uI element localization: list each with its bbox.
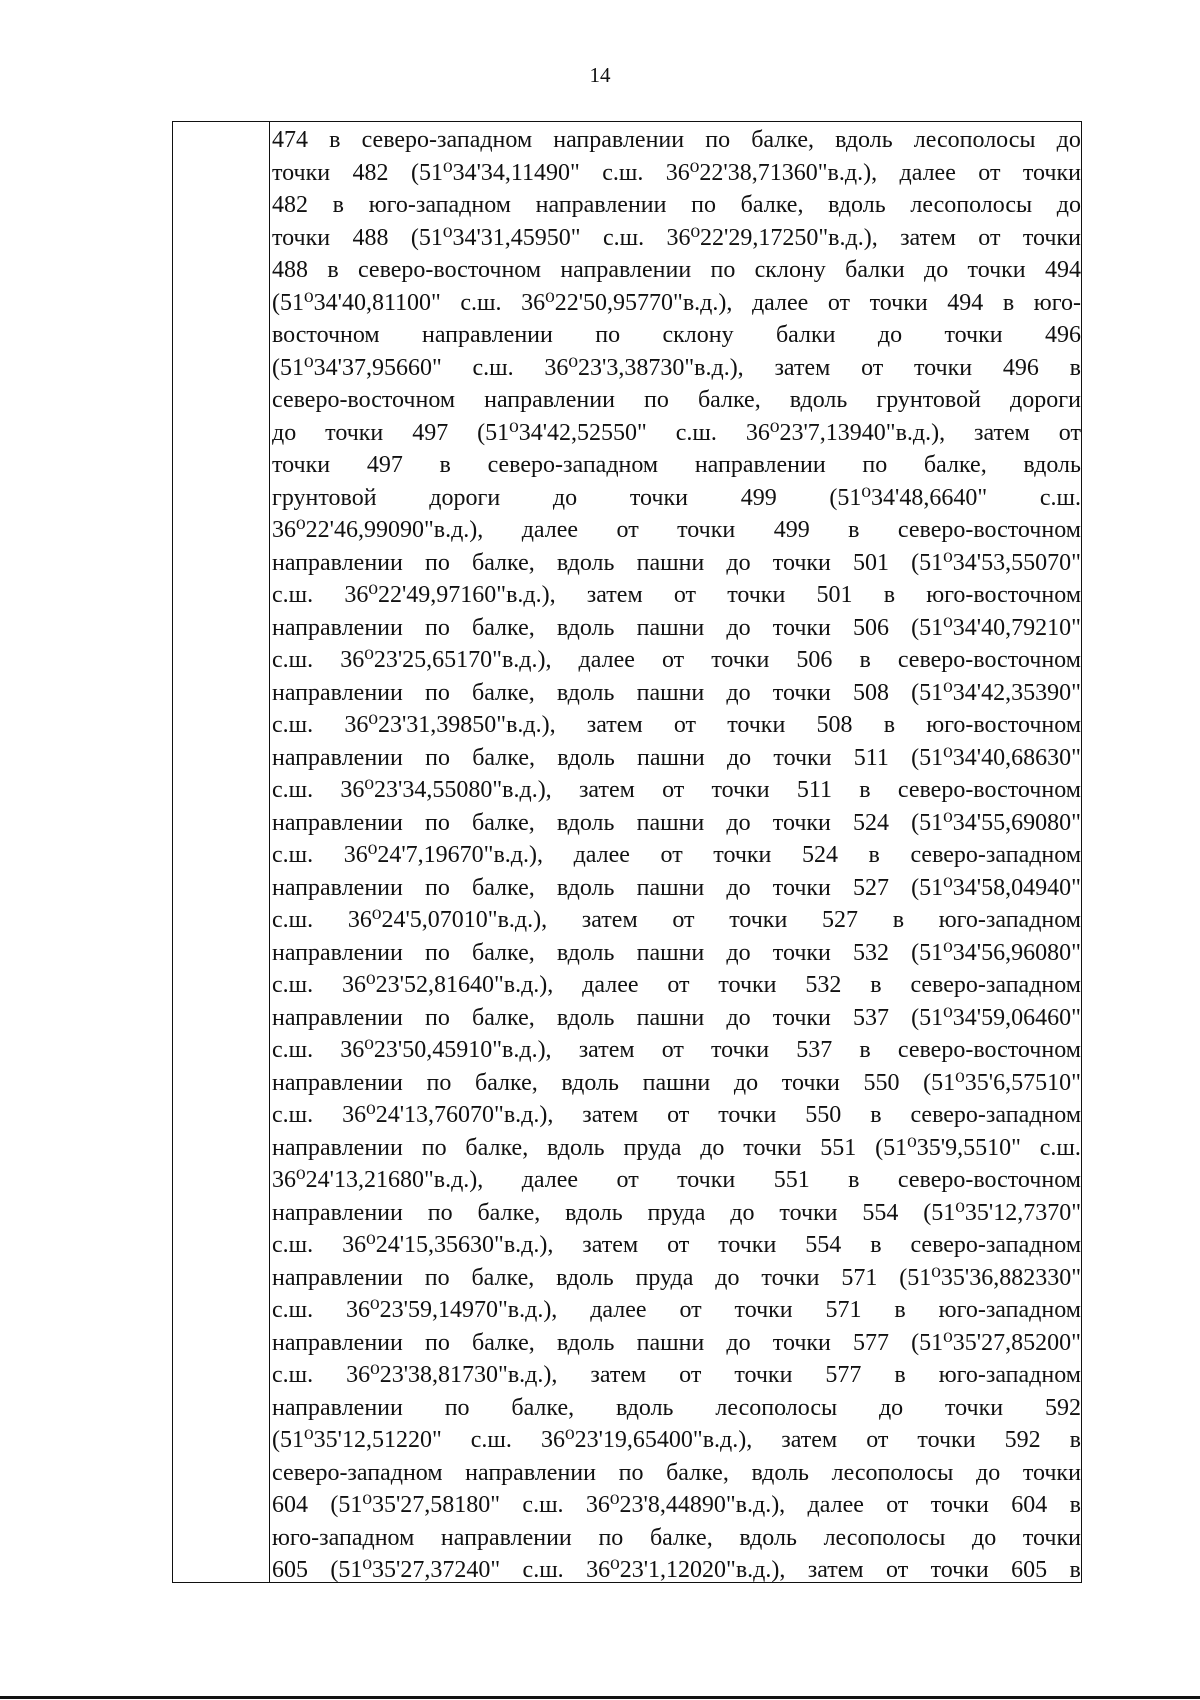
text-line: северо-западном направлении по балке, вдоль лесополосы до точки [272, 1459, 1081, 1486]
text-line: с.ш. 36⁰23'52,81640"в.д.), далее от точки 532 в северо-западном [272, 972, 1081, 998]
text-line: 605 (51⁰35'27,37240" с.ш. 36⁰23'1,12020"в.д.), затем от точки 605 в [272, 1557, 1081, 1583]
text-line: направлении по балке, вдоль пашни до точки 508 (51⁰34'42,35390" [272, 679, 1081, 706]
text-line: юго-западном направлении по балке, вдоль лесополосы до точки [272, 1524, 1081, 1551]
text-line: точки 488 (51⁰34'31,45950" с.ш. 36⁰22'29,17250"в.д.), затем от точки [272, 224, 1081, 251]
page-bottom-rule [0, 1696, 1200, 1699]
table-empty-cell [173, 122, 270, 1582]
text-line: направлении по балке, вдоль пашни до точки 527 (51⁰34'58,04940" [272, 874, 1081, 901]
text-line: точки 497 в северо-западном направлении по балке, вдоль [272, 452, 1081, 478]
text-line: направлении по балке, вдоль пашни до точки 537 (51⁰34'59,06460" [272, 1004, 1081, 1031]
text-line: (51⁰35'12,51220" с.ш. 36⁰23'19,65400"в.д.), затем от точки 592 в [272, 1427, 1081, 1453]
text-line: направлении по балке, вдоль пашни до точки 511 (51⁰34'40,68630" [272, 744, 1081, 771]
text-line: направлении по балке, вдоль пашни до точки 550 (51⁰35'6,57510" [272, 1069, 1081, 1096]
text-line: направлении по балке, вдоль пашни до точки 524 (51⁰34'55,69080" [272, 809, 1081, 836]
text-line: точки 482 (51⁰34'34,11490" с.ш. 36⁰22'38,71360"в.д.), далее от точки [272, 159, 1081, 186]
text-line: 488 в северо-восточном направлении по склону балки до точки 494 [272, 257, 1081, 283]
text-line: (51⁰34'40,81100" с.ш. 36⁰22'50,95770"в.д.), далее от точки 494 в юго- [272, 289, 1081, 316]
text-line: с.ш. 36⁰24'15,35630"в.д.), затем от точки 554 в северо-западном [272, 1232, 1081, 1258]
text-line: направлении по балке, вдоль пашни до точки 532 (51⁰34'56,96080" [272, 939, 1081, 966]
text-line: с.ш. 36⁰23'31,39850"в.д.), затем от точки 508 в юго-восточном [272, 712, 1081, 738]
text-line: с.ш. 36⁰24'7,19670"в.д.), далее от точки 524 в северо-западном [272, 842, 1081, 868]
text-line: направлении по балке, вдоль пруда до точки 551 (51⁰35'9,5510" с.ш. [272, 1134, 1081, 1161]
text-line: 36⁰24'13,21680"в.д.), далее от точки 551 в северо-восточном [272, 1167, 1081, 1193]
page-number: 14 [589, 63, 611, 87]
text-line: грунтовой дороги до точки 499 (51⁰34'48,6640" с.ш. [272, 484, 1081, 511]
document-table [172, 121, 1082, 1583]
text-line: направлении по балке, вдоль пруда до точки 571 (51⁰35'36,882330" [272, 1264, 1081, 1291]
text-line: с.ш. 36⁰22'49,97160"в.д.), затем от точки 501 в юго-восточном [272, 582, 1081, 608]
text-line: с.ш. 36⁰23'34,55080"в.д.), затем от точки 511 в северо-восточном [272, 777, 1081, 803]
text-line: направлении по балке, вдоль пашни до точки 506 (51⁰34'40,79210" [272, 614, 1081, 641]
text-line: с.ш. 36⁰23'59,14970"в.д.), далее от точки 571 в юго-западном [272, 1297, 1081, 1323]
text-line: направлении по балке, вдоль пруда до точки 554 (51⁰35'12,7370" [272, 1199, 1081, 1226]
text-line: (51⁰34'37,95660" с.ш. 36⁰23'3,38730"в.д.), затем от точки 496 в [272, 354, 1081, 381]
text-line: 604 (51⁰35'27,58180" с.ш. 36⁰23'8,44890"в.д.), далее от точки 604 в [272, 1492, 1081, 1518]
text-line: 474 в северо-западном направлении по балке, вдоль лесополосы до [272, 127, 1081, 153]
text-line: восточном направлении по склону балки до точки 496 [272, 322, 1081, 348]
text-line: 482 в юго-западном направлении по балке, вдоль лесополосы до [272, 192, 1081, 218]
text-line: 36⁰22'46,99090"в.д.), далее от точки 499 в северо-восточном [272, 517, 1081, 543]
text-line: с.ш. 36⁰24'13,76070"в.д.), затем от точки 550 в северо-западном [272, 1102, 1081, 1128]
text-line: с.ш. 36⁰24'5,07010"в.д.), затем от точки 527 в юго-западном [272, 907, 1081, 933]
text-line: направлении по балке, вдоль пашни до точки 501 (51⁰34'53,55070" [272, 549, 1081, 576]
text-line: северо-восточном направлении по балке, вдоль грунтовой дороги [272, 387, 1081, 413]
text-line: направлении по балке, вдоль лесополосы до точки 592 [272, 1394, 1081, 1421]
text-line: с.ш. 36⁰23'25,65170"в.д.), далее от точки 506 в северо-восточном [272, 647, 1081, 673]
text-line: с.ш. 36⁰23'38,81730"в.д.), затем от точки 577 в юго-западном [272, 1362, 1081, 1388]
text-line: до точки 497 (51⁰34'42,52550" с.ш. 36⁰23'7,13940"в.д.), затем от [272, 419, 1081, 446]
table-text-cell [270, 122, 1081, 1582]
text-line: с.ш. 36⁰23'50,45910"в.д.), затем от точки 537 в северо-восточном [272, 1037, 1081, 1063]
text-line: направлении по балке, вдоль пашни до точки 577 (51⁰35'27,85200" [272, 1329, 1081, 1356]
